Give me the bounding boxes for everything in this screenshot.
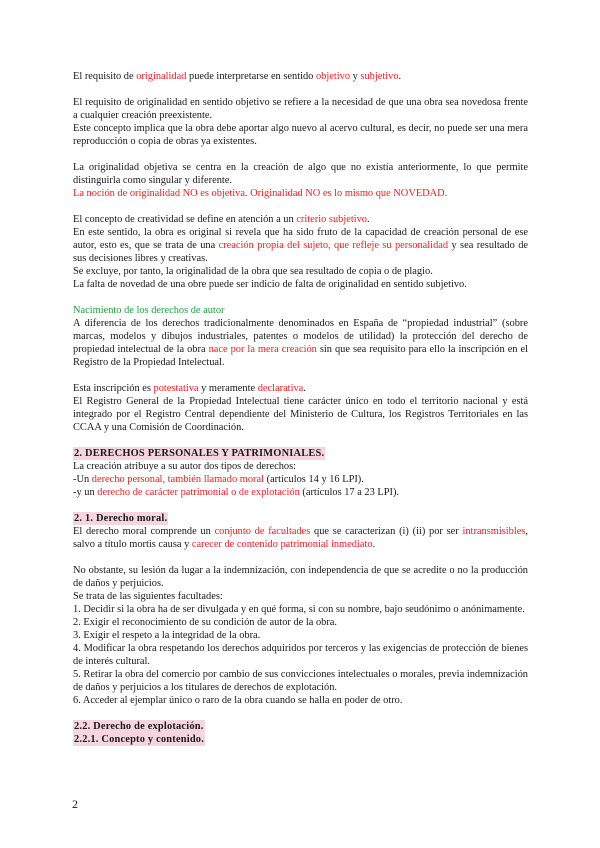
text: y meramente xyxy=(198,383,258,394)
paragraph: Se trata de las siguientes facultades: xyxy=(73,591,223,602)
text: puede interpretarse en sentido xyxy=(186,71,316,82)
paragraph xyxy=(73,382,528,395)
list-item: 4. Modificar la obra respetando los derechos adquiridos por terceros y las exigencias de protección de bienes de interés cultural. xyxy=(73,643,528,667)
paragraph xyxy=(73,317,528,369)
highlight: derecho personal, también llamado moral xyxy=(91,474,265,485)
subsection-title: Nacimiento de los derechos de autor xyxy=(73,305,225,316)
text: y sea resultado de sus decisiones libres y creativas. xyxy=(73,240,529,264)
highlight: objetivo xyxy=(315,71,351,82)
highlight: criterio subjetivo xyxy=(296,214,368,225)
paragraph xyxy=(73,70,528,83)
text: El derecho moral comprende un xyxy=(73,526,215,537)
paragraph: La creación atribuye a su autor dos tipos de derechos: xyxy=(73,461,297,472)
text: -y un xyxy=(73,487,98,498)
text: , salvo a título mortis causa y xyxy=(73,526,528,550)
text: -Un xyxy=(73,474,92,485)
list-item: 2. Exigir el reconocimiento de su condición de autor de la obra. xyxy=(73,617,338,628)
paragraph: Este concepto implica que la obra debe aportar algo nuevo al acervo cultural, es decir, no puede ser una mera reproducción o copia de obras ya existentes. xyxy=(73,123,528,147)
highlight: conjunto de facultades xyxy=(214,526,311,537)
paragraph xyxy=(73,213,528,226)
text: El concepto de creatividad se define en atención a un xyxy=(73,214,297,225)
paragraph-highlight: La noción de originalidad NO es objetiva. Originalidad NO es lo mismo que NOVEDAD. xyxy=(73,188,448,199)
paragraph: Se excluye, por tanto, la originalidad de la obra que sea resultado de copia o de plagio. xyxy=(73,266,433,277)
paragraph: El Registro General de la Propiedad Intelectual tiene carácter único en todo el territorio nacional y está integrado por el Registro Central dependiente del Ministerio de Cultura, los Registros Territoriales en las CCAA y una Comisión de Coordinación. xyxy=(73,396,528,433)
paragraph: El requisito de originalidad en sentido objetivo se refiere a la necesidad de que una obra sea novedosa frente a cualquier creación preexistente. xyxy=(73,97,528,121)
text: A diferencia de los derechos tradicionalmente denominados en España de “propiedad industrial” (sobre marcas, modelos y dibujos industriales, patentes o modelos de utilidad) la protección del derecho de propiedad intelectual de la obra xyxy=(73,318,528,355)
highlight: derecho de carácter patrimonial o de explotación xyxy=(97,487,300,498)
highlight: carecer de contenido patrimonial inmediato xyxy=(191,539,373,550)
section-heading: 2.2. Derecho de explotación. xyxy=(74,721,204,732)
text: . xyxy=(398,71,402,82)
text: (artículos 17 a 23 LPI). xyxy=(299,487,400,498)
text: y xyxy=(350,71,361,82)
highlight: creación propia del sujeto, que refleje su personalidad xyxy=(218,240,449,251)
paragraph xyxy=(73,473,528,486)
section-heading: 2. 1. Derecho moral. xyxy=(74,513,168,524)
text: (artículos 14 y 16 LPI). xyxy=(264,474,364,485)
paragraph: La originalidad objetiva se centra en la creación de algo que no existía anteriormente, lo que permite distinguirla como singular y diferente. xyxy=(73,162,528,186)
paragraph xyxy=(73,226,528,265)
list-item: 6. Acceder al ejemplar único o raro de la obra cuando se halla en poder de otro. xyxy=(73,695,403,706)
highlight: nace por la mera creación xyxy=(208,344,317,355)
paragraph xyxy=(73,486,528,499)
highlight: potestativa xyxy=(153,383,199,394)
text: El requisito de xyxy=(73,71,137,82)
text: Esta inscripción es xyxy=(73,383,154,394)
highlight: intransmisibles xyxy=(462,526,526,537)
text: En este sentido, la obra es original si revela que ha sido fruto de la capacidad de creación personal de ese autor, esto es, que se trata de una xyxy=(73,227,528,251)
list-item: 1. Decidir si la obra ha de ser divulgada y en qué forma, si con su nombre, bajo seudónimo o anónimamente. xyxy=(73,604,525,615)
paragraph: La falta de novedad de una obre puede ser indicio de falta de originalidad en sentido subjetivo. xyxy=(73,279,467,290)
page-number: 2 xyxy=(72,797,78,811)
text: . xyxy=(367,214,370,225)
text: que se caracterizan (i) (ii) por ser xyxy=(310,526,463,537)
text: . xyxy=(372,539,376,550)
subsection-heading: 2.2.1. Concepto y contenido. xyxy=(74,734,204,745)
list-item: 3. Exigir el respeto a la integridad de la obra. xyxy=(73,630,261,641)
section-heading: 2. DERECHOS PERSONALES Y PATRIMONIALES. xyxy=(74,448,325,459)
paragraph xyxy=(73,525,528,551)
paragraph: No obstante, su lesión da lugar a la indemnización, con independencia de que se acredite o no la producción de daños y perjuicios. xyxy=(73,565,528,589)
text: sin que sea requisito para ello la inscripción en el Registro de la Propiedad Intelectual. xyxy=(73,344,528,368)
highlight: declarativa xyxy=(257,383,304,394)
list-item: 5. Retirar la obra del comercio por cambio de sus convicciones intelectuales o morales, previa indemnización de daños y perjuicios a los titulares de derechos de explotación. xyxy=(73,669,528,693)
highlight: subjetivo xyxy=(360,71,399,82)
highlight: originalidad xyxy=(136,71,187,82)
document-body xyxy=(73,70,528,746)
text: . xyxy=(303,383,306,394)
